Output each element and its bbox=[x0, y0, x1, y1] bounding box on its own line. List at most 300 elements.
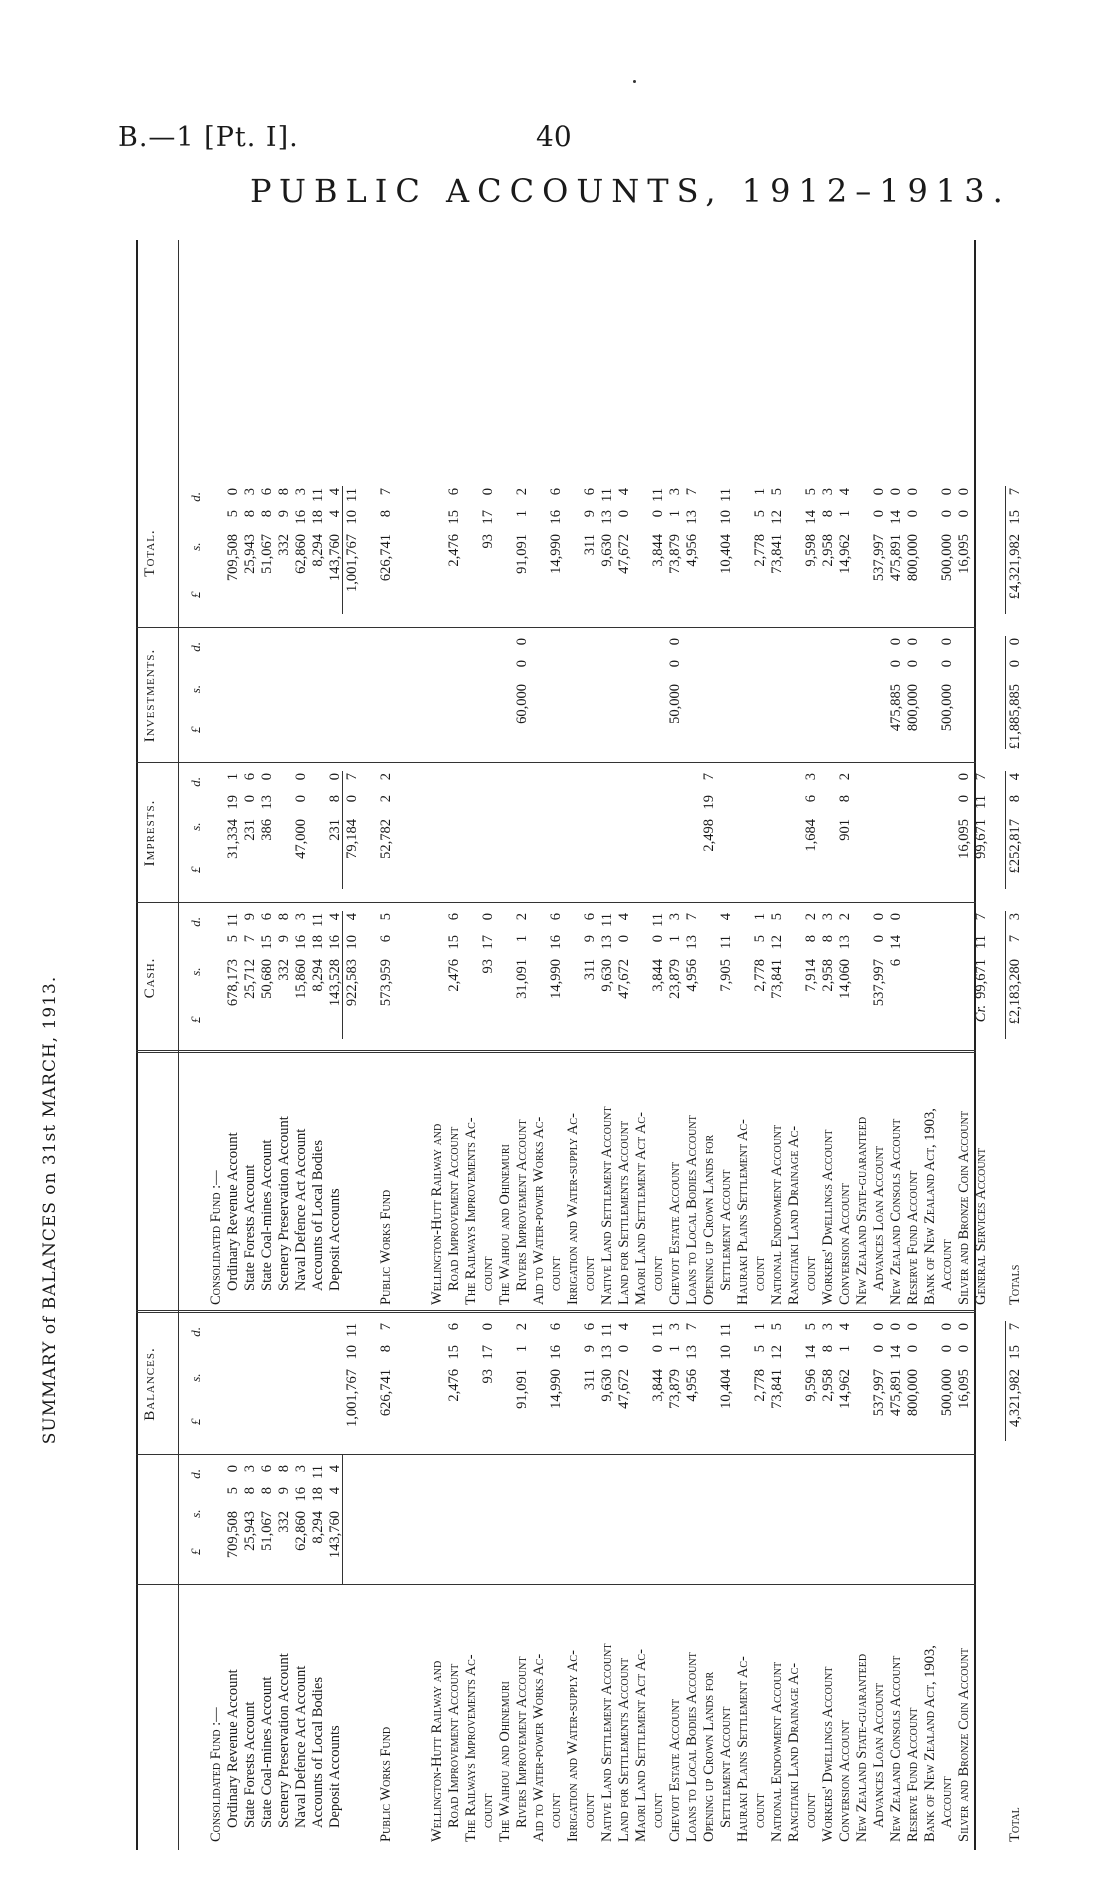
unit-shillings: s. bbox=[188, 684, 203, 694]
unit-pounds: £ bbox=[188, 726, 203, 733]
column-det1 bbox=[136, 1455, 976, 1585]
row-label: Conversion Account bbox=[837, 1720, 853, 1842]
shillings-value: 18 bbox=[310, 510, 326, 525]
shillings-value: 0 bbox=[293, 795, 309, 803]
pence-value: 0 bbox=[293, 773, 309, 781]
detail-amount bbox=[242, 1455, 259, 1585]
cash-amount bbox=[378, 903, 395, 1053]
shillings-value: 8 bbox=[242, 510, 258, 518]
pence-value: 0 bbox=[480, 488, 496, 496]
row-label: Account bbox=[939, 1776, 955, 1828]
shillings-value: 0 bbox=[939, 660, 955, 668]
imprest-detail-amount bbox=[259, 763, 276, 903]
row-label: count bbox=[650, 1793, 666, 1828]
row-label: Accounts of Local Bodies bbox=[310, 1676, 326, 1828]
pence-value: 3 bbox=[293, 488, 309, 496]
shillings-value: 16 bbox=[548, 510, 564, 525]
cash-amount bbox=[514, 903, 531, 1053]
column-imp bbox=[136, 763, 1023, 903]
imprest-amount bbox=[344, 763, 361, 903]
pounds-value: 1,684 bbox=[803, 819, 819, 852]
pence-value: 3 bbox=[667, 488, 683, 496]
total-amount bbox=[582, 478, 599, 628]
unit-shillings: s. bbox=[188, 967, 203, 976]
pence-value: 3 bbox=[293, 913, 309, 921]
pence-value: 7 bbox=[973, 773, 989, 781]
row-label: Cheviot Estate Account bbox=[667, 1162, 683, 1305]
shillings-value: 11 bbox=[718, 935, 734, 949]
row-label: Road Improvement Account bbox=[446, 1663, 462, 1828]
pounds-value: 25,943 bbox=[242, 1511, 258, 1551]
pounds-value: 626,741 bbox=[378, 1369, 394, 1417]
shillings-value: 4 bbox=[327, 510, 343, 518]
balance-amount bbox=[1007, 1313, 1024, 1455]
imprest-amount bbox=[378, 763, 395, 903]
pounds-value: 2,476 bbox=[446, 959, 462, 992]
shillings-value: 16 bbox=[548, 1345, 564, 1360]
pence-value: 4 bbox=[837, 488, 853, 496]
pence-value: 11 bbox=[344, 488, 360, 502]
row-label: count bbox=[548, 1793, 564, 1828]
cash-amount bbox=[480, 903, 497, 1053]
balance-amount bbox=[582, 1313, 599, 1455]
unit-shillings: s. bbox=[188, 822, 203, 831]
pence-value: 7 bbox=[378, 488, 394, 496]
pounds-value: 25,943 bbox=[242, 534, 258, 574]
shillings-value: 8 bbox=[259, 510, 275, 518]
row-label: Ordinary Revenue Account bbox=[225, 1132, 241, 1291]
pounds-value: 2,476 bbox=[446, 534, 462, 567]
shillings-value: 7 bbox=[242, 935, 258, 943]
row-label: State Coal-mines Account bbox=[259, 1139, 275, 1291]
shillings-value: 1 bbox=[667, 510, 683, 518]
column-rule bbox=[136, 1050, 976, 1053]
pence-value: 0 bbox=[888, 638, 904, 646]
pence-value: 1 bbox=[225, 773, 241, 781]
pence-value: 0 bbox=[480, 913, 496, 921]
total-detail-amount bbox=[225, 478, 242, 628]
row-label: Land for Settlements Account bbox=[616, 1657, 632, 1842]
unit-pounds: £ bbox=[188, 1548, 203, 1555]
imprest-amount bbox=[956, 763, 973, 903]
column-rule bbox=[136, 627, 976, 628]
total-amount bbox=[820, 478, 837, 628]
pounds-value: 2,958 bbox=[820, 534, 836, 567]
pence-value: 11 bbox=[718, 488, 734, 502]
row-label: Accounts of Local Bodies bbox=[310, 1139, 326, 1291]
row-label: count bbox=[480, 1256, 496, 1291]
cash-detail-amount bbox=[225, 903, 242, 1053]
shillings-value: 13 bbox=[599, 1345, 615, 1360]
row-label: The Railways Improvements Ac- bbox=[463, 1654, 479, 1842]
row-label: Wellington-Hutt Railway and bbox=[429, 1660, 445, 1842]
pounds-value: 93 bbox=[480, 534, 496, 549]
pounds-value: 73,841 bbox=[769, 1369, 785, 1409]
row-label: New Zealand Consols Account bbox=[888, 1118, 904, 1305]
shillings-value: 6 bbox=[378, 935, 394, 943]
shillings-value: 17 bbox=[480, 1345, 496, 1360]
pence-value: 11 bbox=[310, 913, 326, 927]
pounds-value: 800,000 bbox=[905, 684, 921, 732]
pounds-value: 60,000 bbox=[514, 684, 530, 724]
cash-amount bbox=[718, 903, 735, 1053]
cash-amount bbox=[888, 903, 905, 1053]
shillings-value: 8 bbox=[837, 795, 853, 803]
row-label: National Endowment Account bbox=[769, 1124, 785, 1305]
pence-value: 1 bbox=[752, 1323, 768, 1331]
row-label: Totals bbox=[1007, 1264, 1023, 1305]
shillings-value: 16 bbox=[327, 935, 343, 950]
document-reference: B.—1 [Pt. I]. bbox=[118, 122, 299, 153]
investment-amount bbox=[939, 628, 956, 763]
column-rule bbox=[136, 1584, 976, 1585]
pounds-value: 47,672 bbox=[616, 1369, 632, 1409]
total-amount bbox=[888, 478, 905, 628]
cash-detail-amount bbox=[276, 903, 293, 1053]
shillings-value: 1 bbox=[837, 1345, 853, 1353]
balance-amount bbox=[956, 1313, 973, 1455]
pounds-value: 9,598 bbox=[803, 534, 819, 567]
row-label: Maori Land Settlement Act Ac- bbox=[633, 1112, 649, 1305]
sum-rule bbox=[342, 1455, 343, 1585]
shillings-value: 18 bbox=[310, 935, 326, 950]
column-header-balances: Balances. bbox=[142, 1347, 158, 1421]
pence-value: 0 bbox=[888, 488, 904, 496]
balance-amount bbox=[446, 1313, 463, 1455]
row-label: Rivers Improvement Account bbox=[514, 1119, 530, 1291]
pounds-value: 231 bbox=[327, 819, 343, 841]
pence-value: 0 bbox=[667, 638, 683, 646]
pence-value: 6 bbox=[548, 913, 564, 921]
pence-value: 6 bbox=[259, 1465, 275, 1473]
row-label: State Coal-mines Account bbox=[259, 1676, 275, 1828]
shillings-value: 0 bbox=[1007, 660, 1023, 668]
pence-value: 3 bbox=[820, 1323, 836, 1331]
shillings-value: 8 bbox=[242, 1487, 258, 1495]
shillings-value: 5 bbox=[752, 1345, 768, 1353]
shillings-value: 8 bbox=[378, 510, 394, 518]
pounds-value: 91,091 bbox=[514, 534, 530, 574]
total-amount bbox=[803, 478, 820, 628]
pounds-value: 99,671 bbox=[973, 819, 989, 859]
pounds-value: 16,095 bbox=[956, 534, 972, 574]
pounds-value: £4,321,982 bbox=[1007, 534, 1023, 600]
shillings-value: 16 bbox=[548, 935, 564, 950]
pounds-value: 73,879 bbox=[667, 534, 683, 574]
shillings-value: 1 bbox=[837, 510, 853, 518]
row-label: Deposit Accounts bbox=[327, 1188, 343, 1291]
row-label: Settlement Account bbox=[718, 1169, 734, 1291]
total-amount bbox=[939, 478, 956, 628]
shillings-value: 0 bbox=[514, 660, 530, 668]
shillings-value: 11 bbox=[973, 935, 989, 949]
pence-value: 11 bbox=[650, 913, 666, 927]
shillings-value: 0 bbox=[956, 795, 972, 803]
pounds-value: 3,844 bbox=[650, 534, 666, 567]
shillings-value: 8 bbox=[820, 510, 836, 518]
pence-value: 3 bbox=[667, 913, 683, 921]
pence-value: 2 bbox=[514, 488, 530, 496]
pence-value: 0 bbox=[956, 773, 972, 781]
shillings-value: 10 bbox=[344, 935, 360, 950]
shillings-value: 1 bbox=[667, 935, 683, 943]
unit-pence: d. bbox=[188, 1327, 203, 1337]
shillings-value: 0 bbox=[888, 660, 904, 668]
pence-value: 8 bbox=[276, 913, 292, 921]
pounds-value: 47,000 bbox=[293, 819, 309, 859]
pounds-value: 311 bbox=[582, 1369, 598, 1391]
pounds-value: 9,630 bbox=[599, 534, 615, 567]
row-label: Opening up Crown Lands for bbox=[701, 1671, 717, 1842]
pence-value: 1 bbox=[752, 913, 768, 921]
pence-value: 11 bbox=[599, 488, 615, 502]
pounds-value: 23,879 bbox=[667, 959, 683, 999]
shillings-value: 9 bbox=[582, 935, 598, 943]
row-label: Account bbox=[939, 1239, 955, 1291]
row-label: General Services Account bbox=[973, 1148, 989, 1305]
pounds-value: 52,782 bbox=[378, 819, 394, 859]
pence-value: 2 bbox=[514, 913, 530, 921]
shillings-value: 13 bbox=[599, 510, 615, 525]
unit-pounds: £ bbox=[188, 591, 203, 598]
shillings-value: 0 bbox=[939, 510, 955, 518]
shillings-value: 9 bbox=[276, 935, 292, 943]
total-amount bbox=[718, 478, 735, 628]
shillings-value: 14 bbox=[888, 935, 904, 950]
pence-value: 6 bbox=[548, 1323, 564, 1331]
shillings-value: 17 bbox=[480, 510, 496, 525]
units-row bbox=[188, 1455, 204, 1585]
cash-amount bbox=[1007, 903, 1024, 1053]
pounds-value: 14,962 bbox=[837, 1369, 853, 1409]
shillings-value: 0 bbox=[344, 795, 360, 803]
pounds-value: 14,060 bbox=[837, 959, 853, 999]
sum-rule bbox=[1005, 771, 1006, 889]
pence-value: 7 bbox=[1007, 488, 1023, 496]
units-row bbox=[188, 763, 204, 903]
balance-amount bbox=[939, 1313, 956, 1455]
shillings-value: 13 bbox=[684, 1345, 700, 1360]
pence-value: 11 bbox=[650, 488, 666, 502]
pounds-value: 2,476 bbox=[446, 1369, 462, 1402]
pence-value: 6 bbox=[259, 913, 275, 921]
pence-value: 4 bbox=[616, 1323, 632, 1331]
pounds-value: 31,334 bbox=[225, 819, 241, 859]
sum-rule bbox=[342, 911, 343, 1039]
pounds-value: 2,958 bbox=[820, 959, 836, 992]
pounds-value: £2,183,280 bbox=[1007, 959, 1023, 1025]
pence-value: 0 bbox=[871, 1323, 887, 1331]
row-label: Advances Loan Account bbox=[871, 1683, 887, 1828]
pence-value: 7 bbox=[973, 913, 989, 921]
row-label: New Zealand State-guaranteed bbox=[854, 1116, 870, 1305]
pence-value: 0 bbox=[225, 488, 241, 496]
pence-value: 4 bbox=[327, 1465, 343, 1473]
balance-amount bbox=[684, 1313, 701, 1455]
shillings-value: 1 bbox=[514, 510, 530, 518]
imprest-detail-amount bbox=[242, 763, 259, 903]
pounds-value: 2,778 bbox=[752, 534, 768, 567]
column-mid bbox=[136, 1053, 1023, 1313]
pence-value: 6 bbox=[582, 1323, 598, 1331]
balance-amount bbox=[548, 1313, 565, 1455]
shillings-value: 0 bbox=[939, 1345, 955, 1353]
pounds-value: 4,956 bbox=[684, 1369, 700, 1402]
pounds-value: £252,817 bbox=[1007, 819, 1023, 874]
pounds-value: 73,879 bbox=[667, 1369, 683, 1409]
row-label: Scenery Preservation Account bbox=[276, 1116, 292, 1291]
unit-pounds: £ bbox=[188, 866, 203, 873]
investment-amount bbox=[1007, 628, 1024, 763]
pounds-value: 16,095 bbox=[956, 1369, 972, 1409]
pence-value: 6 bbox=[259, 488, 275, 496]
row-label: Consolidated Fund :— bbox=[208, 1707, 224, 1842]
shillings-value: 14 bbox=[803, 1345, 819, 1360]
sum-rule bbox=[1005, 636, 1006, 749]
row-label: Bank of New Zealand Act, 1903, bbox=[922, 1108, 938, 1305]
pounds-value: 311 bbox=[582, 959, 598, 981]
pence-value: 0 bbox=[956, 1323, 972, 1331]
balance-amount bbox=[905, 1313, 922, 1455]
row-label: Scenery Preservation Account bbox=[276, 1653, 292, 1828]
row-label: The Waihou and Ohinemuri bbox=[497, 1144, 513, 1305]
total-detail-amount bbox=[310, 478, 327, 628]
shillings-value: 14 bbox=[888, 1345, 904, 1360]
row-label: count bbox=[582, 1256, 598, 1291]
pence-value: 2 bbox=[514, 1323, 530, 1331]
pence-value: 7 bbox=[1007, 1323, 1023, 1331]
page-title: PUBLIC ACCOUNTS, 1912–1913. bbox=[250, 172, 1011, 210]
shillings-value: 15 bbox=[446, 935, 462, 950]
balance-amount bbox=[650, 1313, 667, 1455]
balance-amount bbox=[769, 1313, 786, 1455]
pounds-value: 62,860 bbox=[293, 534, 309, 574]
shillings-value: 12 bbox=[769, 510, 785, 525]
balance-amount bbox=[599, 1313, 616, 1455]
balance-amount bbox=[344, 1313, 361, 1455]
shillings-value: 0 bbox=[616, 1345, 632, 1353]
shillings-value: 0 bbox=[616, 935, 632, 943]
pounds-value: 475,891 bbox=[888, 534, 904, 582]
row-label: count bbox=[752, 1793, 768, 1828]
shillings-value: 17 bbox=[480, 935, 496, 950]
pence-value: 6 bbox=[548, 488, 564, 496]
pounds-value: 386 bbox=[259, 819, 275, 841]
balance-amount bbox=[667, 1313, 684, 1455]
pence-value: 3 bbox=[667, 1323, 683, 1331]
pounds-value: 332 bbox=[276, 1511, 292, 1533]
row-label: Deposit Accounts bbox=[327, 1725, 343, 1828]
shillings-value: 10 bbox=[718, 1345, 734, 1360]
pounds-value: 1,001,767 bbox=[344, 534, 360, 592]
row-label: Land for Settlements Account bbox=[616, 1120, 632, 1305]
column-header-total: Total. bbox=[142, 529, 158, 577]
pence-value: 2 bbox=[837, 773, 853, 781]
pounds-value: 73,841 bbox=[769, 959, 785, 999]
total-amount bbox=[752, 478, 769, 628]
balance-amount bbox=[378, 1313, 395, 1455]
row-label: New Zealand Consols Account bbox=[888, 1655, 904, 1842]
unit-pence: d. bbox=[188, 917, 203, 927]
pounds-value: 537,997 bbox=[871, 534, 887, 582]
pence-value: 0 bbox=[514, 638, 530, 646]
balance-amount bbox=[837, 1313, 854, 1455]
total-detail-amount bbox=[259, 478, 276, 628]
pounds-value: 537,997 bbox=[871, 959, 887, 1007]
pounds-value: 10,404 bbox=[718, 534, 734, 574]
unit-pence: d. bbox=[188, 492, 203, 502]
row-label: Public Works Fund bbox=[378, 1726, 394, 1842]
row-label: Ordinary Revenue Account bbox=[225, 1669, 241, 1828]
cash-amount bbox=[667, 903, 684, 1053]
pence-value: 0 bbox=[259, 773, 275, 781]
shillings-value: 0 bbox=[871, 935, 887, 943]
row-label: Hauraki Plains Settlement Ac- bbox=[735, 1119, 751, 1305]
shillings-value: 15 bbox=[446, 510, 462, 525]
pence-value: 8 bbox=[276, 1465, 292, 1473]
row-label: Aid to Water-power Works Ac- bbox=[531, 1116, 547, 1305]
shillings-value: 14 bbox=[888, 510, 904, 525]
pounds-value: 709,508 bbox=[225, 1511, 241, 1559]
row-label: Irrigation and Water-supply Ac- bbox=[565, 1113, 581, 1305]
total-amount bbox=[480, 478, 497, 628]
pounds-value: 143,528 bbox=[327, 959, 343, 1007]
shillings-value: 13 bbox=[684, 510, 700, 525]
units-row bbox=[188, 1313, 204, 1455]
detail-amount bbox=[310, 1455, 327, 1585]
pence-value: 2 bbox=[378, 773, 394, 781]
detail-amount bbox=[293, 1455, 310, 1585]
column-header-cash: Cash. bbox=[142, 957, 158, 999]
column-rule bbox=[136, 902, 976, 903]
pence-value: 6 bbox=[446, 913, 462, 921]
shillings-value: 0 bbox=[650, 935, 666, 943]
row-label: Public Works Fund bbox=[378, 1189, 394, 1305]
pounds-value: 73,841 bbox=[769, 534, 785, 574]
pounds-value: 4,956 bbox=[684, 534, 700, 567]
pence-value: 3 bbox=[242, 1465, 258, 1473]
shillings-value: 19 bbox=[225, 795, 241, 810]
total-amount bbox=[667, 478, 684, 628]
balance-amount bbox=[820, 1313, 837, 1455]
row-label: Silver and Bronze Coin Account bbox=[956, 1648, 972, 1842]
pounds-value: 709,508 bbox=[225, 534, 241, 582]
balance-amount bbox=[752, 1313, 769, 1455]
row-label: Irrigation and Water-supply Ac- bbox=[565, 1650, 581, 1842]
shillings-value: 6 bbox=[803, 795, 819, 803]
shillings-value: 13 bbox=[599, 935, 615, 950]
total-amount bbox=[871, 478, 888, 628]
pounds-value: 231 bbox=[242, 819, 258, 841]
shillings-value: 19 bbox=[701, 795, 717, 810]
pence-value: 4 bbox=[327, 488, 343, 496]
pence-value: 3 bbox=[820, 913, 836, 921]
pence-value: 7 bbox=[378, 1323, 394, 1331]
pounds-value: 678,173 bbox=[225, 959, 241, 1007]
pounds-value: 500,000 bbox=[939, 684, 955, 732]
pence-value: 0 bbox=[480, 1323, 496, 1331]
row-label: Naval Defence Act Account bbox=[293, 1128, 309, 1291]
total-amount bbox=[514, 478, 531, 628]
pence-value: 6 bbox=[242, 773, 258, 781]
summary-title: SUMMARY of BALANCES on 31st MARCH, 1913. bbox=[40, 975, 60, 1445]
pence-value: 1 bbox=[752, 488, 768, 496]
shillings-value: 13 bbox=[837, 935, 853, 950]
cash-amount bbox=[871, 903, 888, 1053]
shillings-value: 5 bbox=[225, 510, 241, 518]
pence-value: 0 bbox=[225, 1465, 241, 1473]
detail-amount bbox=[225, 1455, 242, 1585]
